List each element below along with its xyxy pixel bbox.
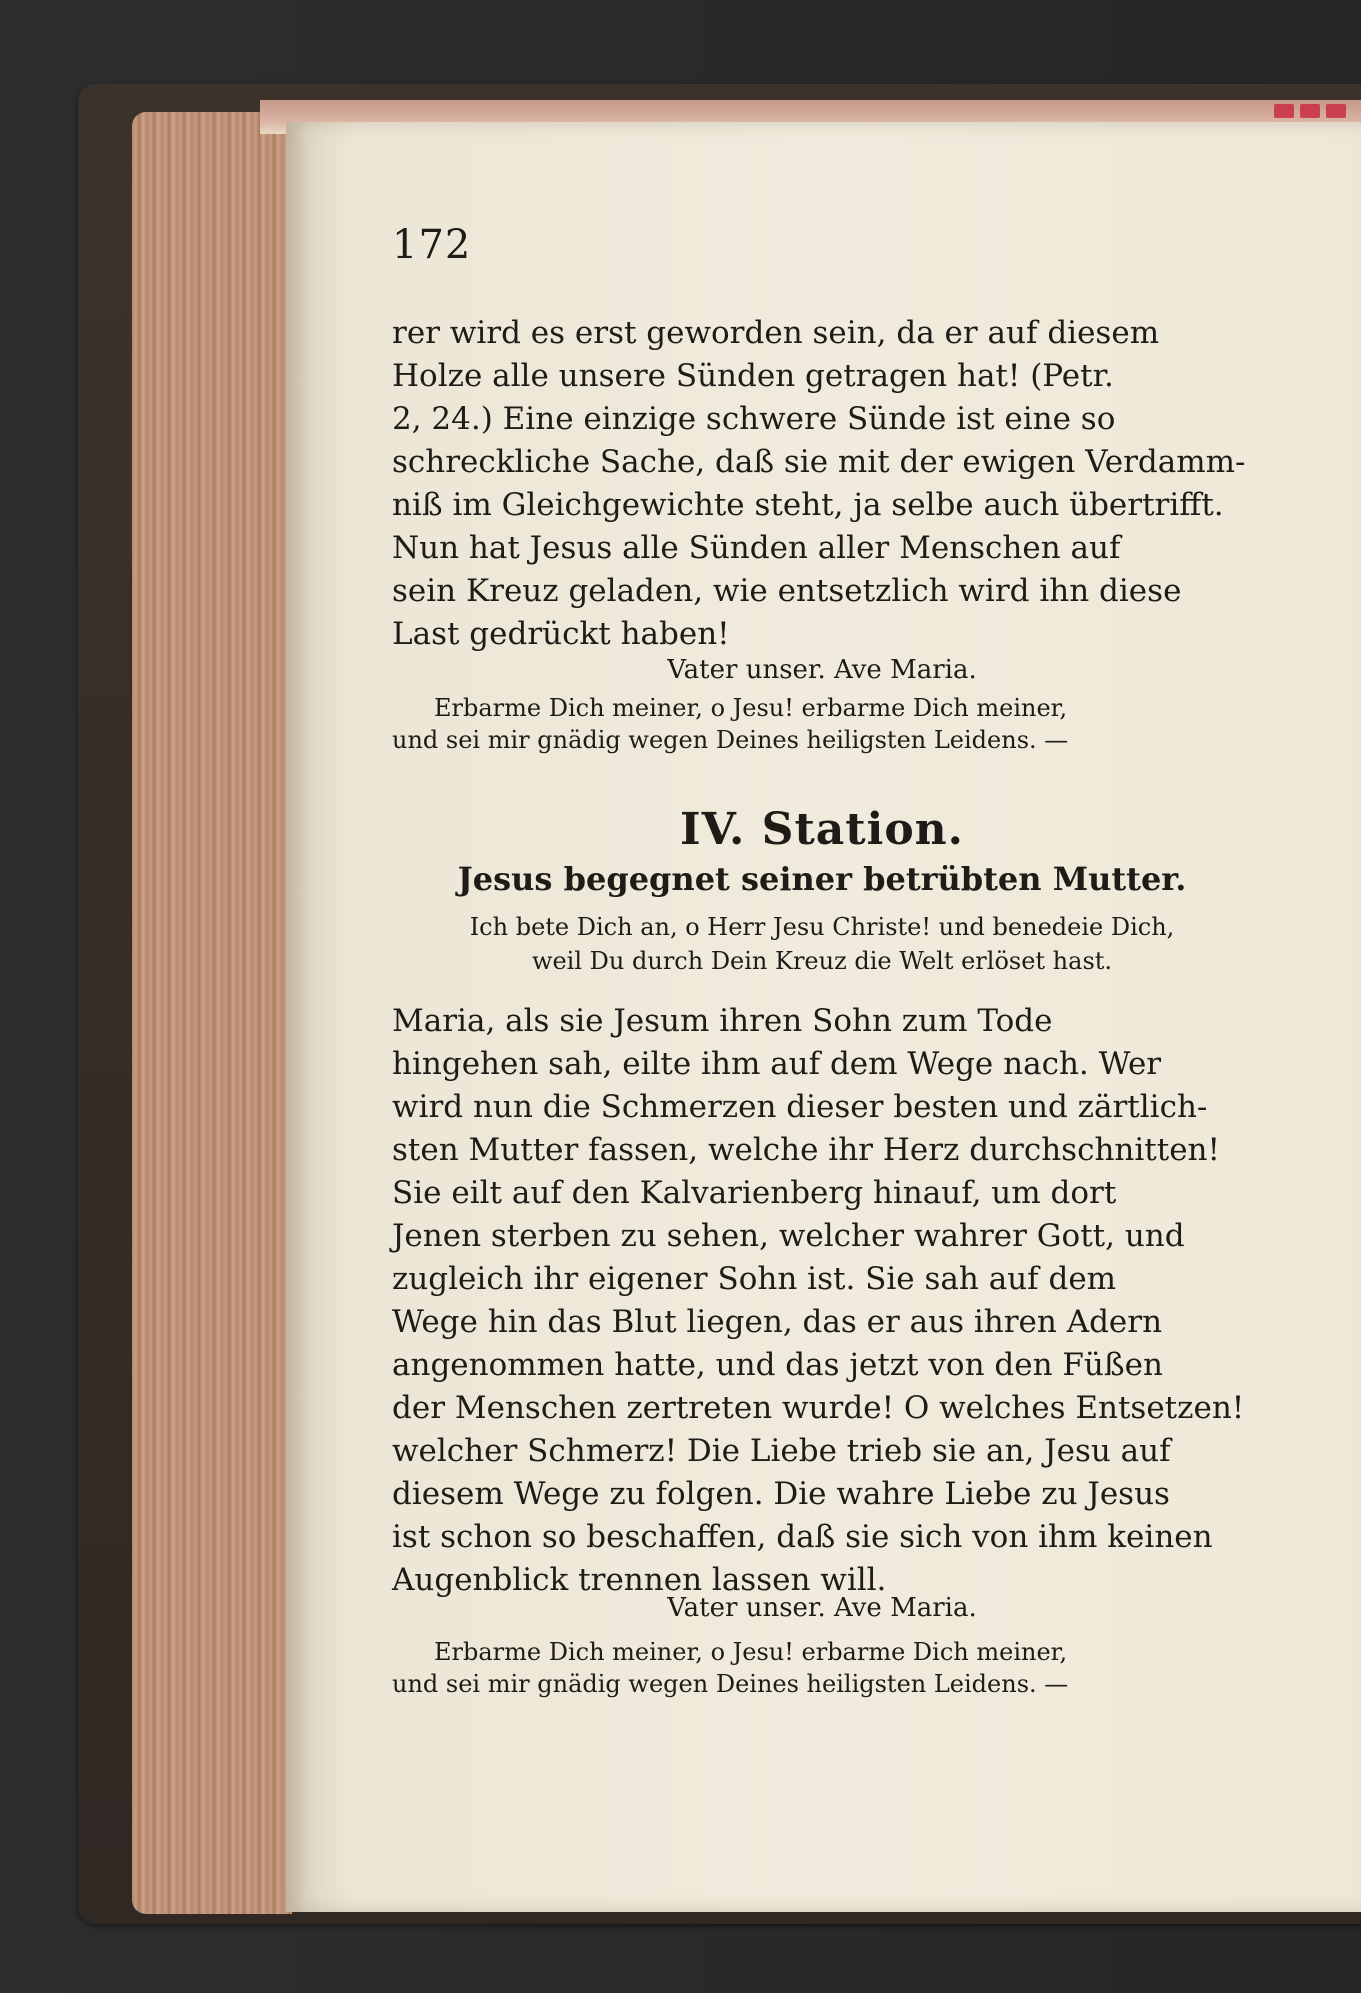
text-line: sein Kreuz geladen, wie entsetzlich wird ihn diese xyxy=(392,573,1182,609)
prayer-label: Vater unser. Ave Maria. xyxy=(667,1593,977,1623)
text-line: sten Mutter fassen, welche ihr Herz durchschnitten! xyxy=(392,1132,1220,1168)
text-line: Jenen sterben zu sehen, welcher wahrer Gott, und xyxy=(392,1218,1185,1254)
text-line xyxy=(392,692,1252,724)
text-line: 2, 24.) Eine einzige schwere Sünde ist eine so xyxy=(392,401,1116,437)
text-line: und sei mir gnädig wegen Deines heiligsten Leidens. — xyxy=(392,726,1069,754)
mercy-prayer-1 xyxy=(392,692,1252,756)
mercy-line: Erbarme Dich meiner, o Jesu! erbarme Dich meiner, xyxy=(434,694,1068,722)
intro-line: weil Du durch Dein Kreuz die Welt erlöset hast. xyxy=(531,947,1113,975)
text-line: Nun hat Jesus alle Sünden aller Menschen auf xyxy=(392,530,1121,566)
text-line: und sei mir gnädig wegen Deines heiligsten Leidens. — xyxy=(392,1670,1069,1698)
text-line: wird nun die Schmerzen dieser besten und zärtlich- xyxy=(392,1089,1208,1125)
text-line xyxy=(392,1636,1252,1668)
station-subtitle: Jesus begegnet seiner betrübten Mutter. xyxy=(457,860,1187,898)
text-line: der Menschen zertreten wurde! O welches Entsetzen! xyxy=(392,1390,1245,1426)
text-line: angenommen hatte, und das jetzt von den Füßen xyxy=(392,1347,1163,1383)
prayer-label: Vater unser. Ave Maria. xyxy=(667,655,977,685)
station-heading xyxy=(392,804,1252,855)
page-number: 172 xyxy=(392,222,472,268)
intro-line: Ich bete Dich an, o Herr Jesu Christe! und benedeie Dich, xyxy=(469,913,1175,941)
text-line: hingehen sah, eilte ihm auf dem Wege nach. Wer xyxy=(392,1046,1162,1082)
prayer-label-1 xyxy=(392,652,1252,688)
text-line: schreckliche Sache, daß sie mit der ewigen Verdamm- xyxy=(392,444,1246,480)
mercy-prayer-2 xyxy=(392,1636,1252,1700)
red-edge-marks xyxy=(1270,104,1350,122)
station-intro xyxy=(392,910,1252,978)
station-title: IV. Station. xyxy=(680,804,964,855)
station-body xyxy=(392,1000,1252,1602)
continued-paragraph xyxy=(392,312,1252,656)
text-line: diesem Wege zu folgen. Die wahre Liebe zu Jesus xyxy=(392,1476,1170,1512)
text-line: Holze alle unsere Sünden getragen hat! (Petr. xyxy=(392,358,1114,394)
text-line: ist schon so beschaffen, daß sie sich von ihm keinen xyxy=(392,1519,1213,1555)
text-line: Last gedrückt haben! xyxy=(392,616,730,652)
text-line: zugleich ihr eigener Sohn ist. Sie sah auf dem xyxy=(392,1261,1117,1297)
prayer-label-2 xyxy=(392,1590,1252,1626)
text-line: Sie eilt auf den Kalvarienberg hinauf, um dort xyxy=(392,1175,1117,1211)
text-line: Wege hin das Blut liegen, das er aus ihren Adern xyxy=(392,1304,1163,1340)
mercy-line: Erbarme Dich meiner, o Jesu! erbarme Dich meiner, xyxy=(434,1638,1068,1666)
text-line: niß im Gleichgewichte steht, ja selbe auch übertrifft. xyxy=(392,487,1224,523)
text-line: rer wird es erst geworden sein, da er auf diesem xyxy=(392,315,1160,351)
page-edges xyxy=(132,112,292,1914)
text-line: Augenblick trennen lassen will. xyxy=(392,1562,887,1598)
station-subtitle-block xyxy=(392,860,1252,898)
text-line: welcher Schmerz! Die Liebe trieb sie an, Jesu auf xyxy=(392,1433,1171,1469)
text-line: Maria, als sie Jesum ihren Sohn zum Tode xyxy=(392,1003,1053,1039)
